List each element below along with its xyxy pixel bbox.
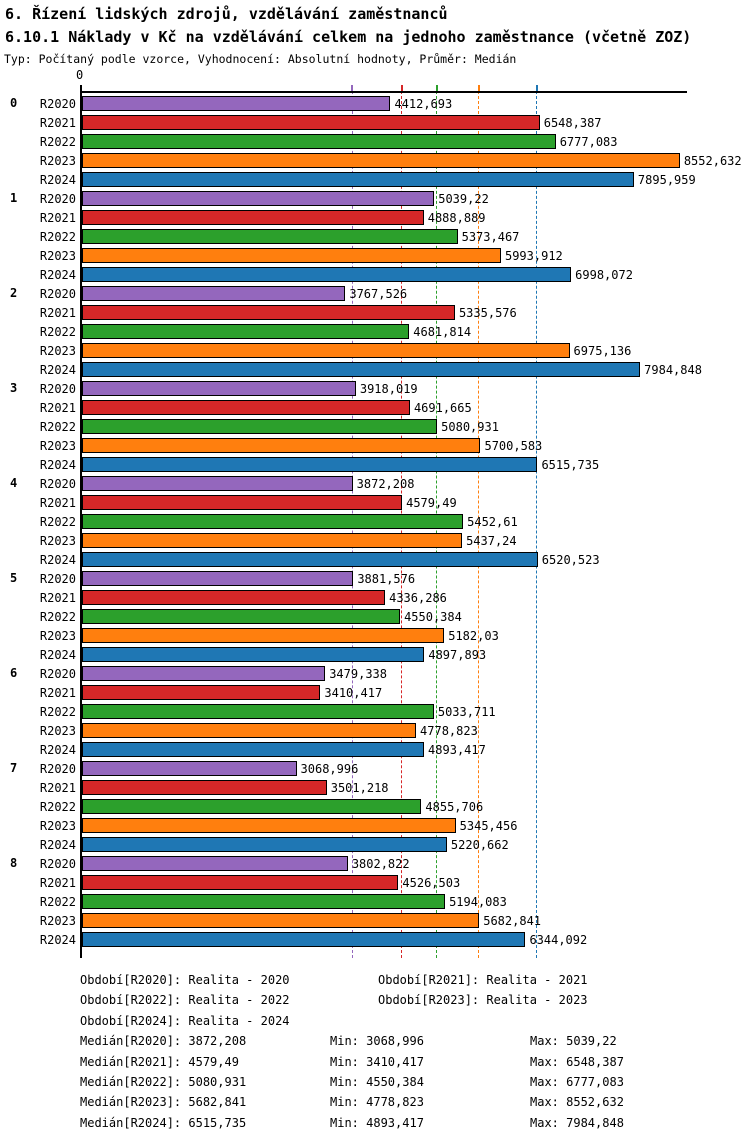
bar-value-label: 7895,959 xyxy=(637,173,696,187)
bar-series-label: R2024 xyxy=(39,838,76,852)
bar-value-label: 3918,019 xyxy=(359,382,418,396)
bar-series-label: R2024 xyxy=(39,363,76,377)
group-label: 4 xyxy=(10,476,18,490)
bar-series-label: R2020 xyxy=(39,572,76,586)
bar-value-label: 3802,822 xyxy=(351,857,410,871)
stat-max: Max: 6548,387 xyxy=(530,1054,624,1069)
bar-value-label: 5039,22 xyxy=(438,192,489,206)
bar-series-label: R2024 xyxy=(39,553,76,567)
bar-series-label: R2024 xyxy=(39,743,76,757)
bar-value-label: 5182,03 xyxy=(448,629,499,643)
stat-median: Medián[R2024]: 6515,735 xyxy=(80,1115,247,1130)
bar-series-label: R2021 xyxy=(39,591,76,605)
bar-series-label: R2023 xyxy=(39,154,76,168)
legend-item: Období[R2024]: Realita - 2024 xyxy=(80,1013,290,1028)
bar-series-label: R2022 xyxy=(39,800,76,814)
bar-value-label: 6998,072 xyxy=(575,268,633,282)
bar-series-label: R2021 xyxy=(39,496,76,510)
bar-series-label: R2020 xyxy=(39,477,76,491)
bar-series-label: R2020 xyxy=(39,287,76,301)
bar-series-label: R2020 xyxy=(39,382,76,396)
x-axis-zero-label: 0 xyxy=(76,68,84,82)
bar-value-label: 3872,208 xyxy=(356,477,415,491)
bar-series-label: R2022 xyxy=(39,135,76,149)
legend-item: Období[R2023]: Realita - 2023 xyxy=(378,993,588,1008)
bar-value-label: 6548,387 xyxy=(543,116,602,130)
bar-series-label: R2022 xyxy=(39,705,76,719)
bar-value-label: 5682,841 xyxy=(483,914,542,928)
bar-value-label: 4412,693 xyxy=(394,97,453,111)
stat-median: Medián[R2022]: 5080,931 xyxy=(80,1075,247,1089)
bar-series-label: R2023 xyxy=(39,249,76,263)
bar-series-label: R2024 xyxy=(39,173,76,187)
bar-series-label: R2022 xyxy=(39,230,76,244)
bar-series-label: R2023 xyxy=(39,724,76,738)
group-label: 2 xyxy=(10,286,18,300)
bar-value-label: 4681,814 xyxy=(413,325,472,339)
bar-value-label: 4579,49 xyxy=(406,496,457,510)
bar-series-label: R2021 xyxy=(39,306,76,320)
bar-series-label: R2022 xyxy=(39,895,76,909)
bar-value-label: 6777,083 xyxy=(559,135,618,149)
bar-series-label: R2024 xyxy=(39,268,76,282)
bar-series-label: R2020 xyxy=(39,857,76,871)
stat-min: Min: 4893,417 xyxy=(330,1115,424,1130)
bar-value-label: 5194,083 xyxy=(449,895,507,909)
bar-series-label: R2023 xyxy=(39,344,76,358)
bar-series-label: R2021 xyxy=(39,401,76,415)
bar-series-label: R2023 xyxy=(39,629,76,643)
group-label: 5 xyxy=(10,571,18,585)
bar-series-label: R2024 xyxy=(39,458,76,472)
bar-value-label: 5437,24 xyxy=(466,534,517,548)
bar-value-label: 6520,523 xyxy=(541,553,600,567)
bar-series-label: R2024 xyxy=(39,648,76,662)
bar-value-label: 3501,218 xyxy=(330,781,389,795)
stat-min: Min: 4550,384 xyxy=(330,1075,424,1089)
bar-value-label: 5033,711 xyxy=(437,705,496,719)
stat-median: Medián[R2023]: 5682,841 xyxy=(80,1095,247,1110)
bar-series-label: R2023 xyxy=(39,439,76,453)
stat-max: Max: 6777,083 xyxy=(530,1075,624,1089)
bar-value-label: 5335,576 xyxy=(458,306,517,320)
group-label: 6 xyxy=(10,666,18,680)
group-label: 1 xyxy=(10,191,18,205)
bar-value-label: 3479,338 xyxy=(329,667,387,681)
report-subtitle: 6.10.1 Náklady v Kč na vzdělávání celkem na jednoho zaměstnance (včetně ZOZ) xyxy=(5,28,692,46)
bar-value-label: 6344,092 xyxy=(529,933,588,947)
bar-value-label: 5993,912 xyxy=(504,249,563,263)
bar-value-label: 5452,61 xyxy=(467,515,518,529)
bar-series-label: R2020 xyxy=(39,762,76,776)
bar-series-label: R2020 xyxy=(39,667,76,681)
bar-value-label: 5220,662 xyxy=(450,838,509,852)
bar-series-label: R2023 xyxy=(39,914,76,928)
bar-value-label: 4691,665 xyxy=(413,401,472,415)
stat-min: Min: 4778,823 xyxy=(330,1095,424,1110)
bar-value-label: 4897,893 xyxy=(428,648,487,662)
bar-value-label: 3767,526 xyxy=(349,287,408,301)
legend-item: Období[R2021]: Realita - 2021 xyxy=(378,973,588,987)
bar-value-label: 3881,576 xyxy=(357,572,416,586)
bar-value-label: 4526,503 xyxy=(402,876,461,890)
bar-series-label: R2021 xyxy=(39,781,76,795)
bar-value-label: 3410,417 xyxy=(324,686,383,700)
report-title: 6. Řízení lidských zdrojů, vzdělávání zaměstnanců xyxy=(5,5,448,23)
bar-series-label: R2023 xyxy=(39,819,76,833)
legend-item: Období[R2020]: Realita - 2020 xyxy=(80,973,290,987)
bar-value-label: 4888,889 xyxy=(427,211,486,225)
bar-series-label: R2021 xyxy=(39,686,76,700)
bar-series-label: R2020 xyxy=(39,192,76,206)
bar-value-label: 6515,735 xyxy=(541,458,600,472)
bar-series-label: R2020 xyxy=(39,97,76,111)
group-label: 7 xyxy=(10,761,18,775)
report-meta-line: Typ: Počítaný podle vzorce, Vyhodnocení: Absolutní hodnoty, Průměr: Medián xyxy=(4,52,517,66)
bar-value-label: 5700,583 xyxy=(484,439,543,453)
stat-min: Min: 3068,996 xyxy=(330,1034,424,1049)
stat-min: Min: 3410,417 xyxy=(330,1054,424,1069)
bar-value-label: 4336,286 xyxy=(389,591,447,605)
bar-value-label: 4893,417 xyxy=(428,743,486,757)
bar-value-label: 7984,848 xyxy=(644,363,702,377)
bar-series-label: R2022 xyxy=(39,325,76,339)
stat-max: Max: 5039,22 xyxy=(530,1034,617,1049)
stat-max: Max: 8552,632 xyxy=(530,1095,624,1110)
stat-median: Medián[R2021]: 4579,49 xyxy=(80,1054,239,1069)
bar-series-label: R2021 xyxy=(39,876,76,890)
bar-value-label: 5080,931 xyxy=(441,420,499,434)
bar-value-label: 4778,823 xyxy=(420,724,478,738)
bar-series-label: R2024 xyxy=(39,933,76,947)
bar-series-label: R2021 xyxy=(39,116,76,130)
bar-value-label: 5373,467 xyxy=(461,230,520,244)
bar-series-label: R2023 xyxy=(39,534,76,548)
bar-value-label: 4550,384 xyxy=(404,610,462,624)
bar-series-label: R2021 xyxy=(39,211,76,225)
bar-value-label: 5345,456 xyxy=(459,819,518,833)
group-label: 8 xyxy=(10,856,18,870)
stat-median: Medián[R2020]: 3872,208 xyxy=(80,1034,247,1049)
stat-max: Max: 7984,848 xyxy=(530,1115,624,1130)
bar-value-label: 8552,632 xyxy=(683,154,742,168)
legend-item: Období[R2022]: Realita - 2022 xyxy=(80,993,290,1008)
bar-value-label: 3068,996 xyxy=(300,762,359,776)
bar-value-label: 6975,136 xyxy=(573,344,632,358)
bar-series-label: R2022 xyxy=(39,610,76,624)
bar-series-label: R2022 xyxy=(39,420,76,434)
bar-series-label: R2022 xyxy=(39,515,76,529)
group-label: 0 xyxy=(10,96,18,110)
group-label: 3 xyxy=(10,381,18,395)
bar-value-label: 4855,706 xyxy=(425,800,484,814)
